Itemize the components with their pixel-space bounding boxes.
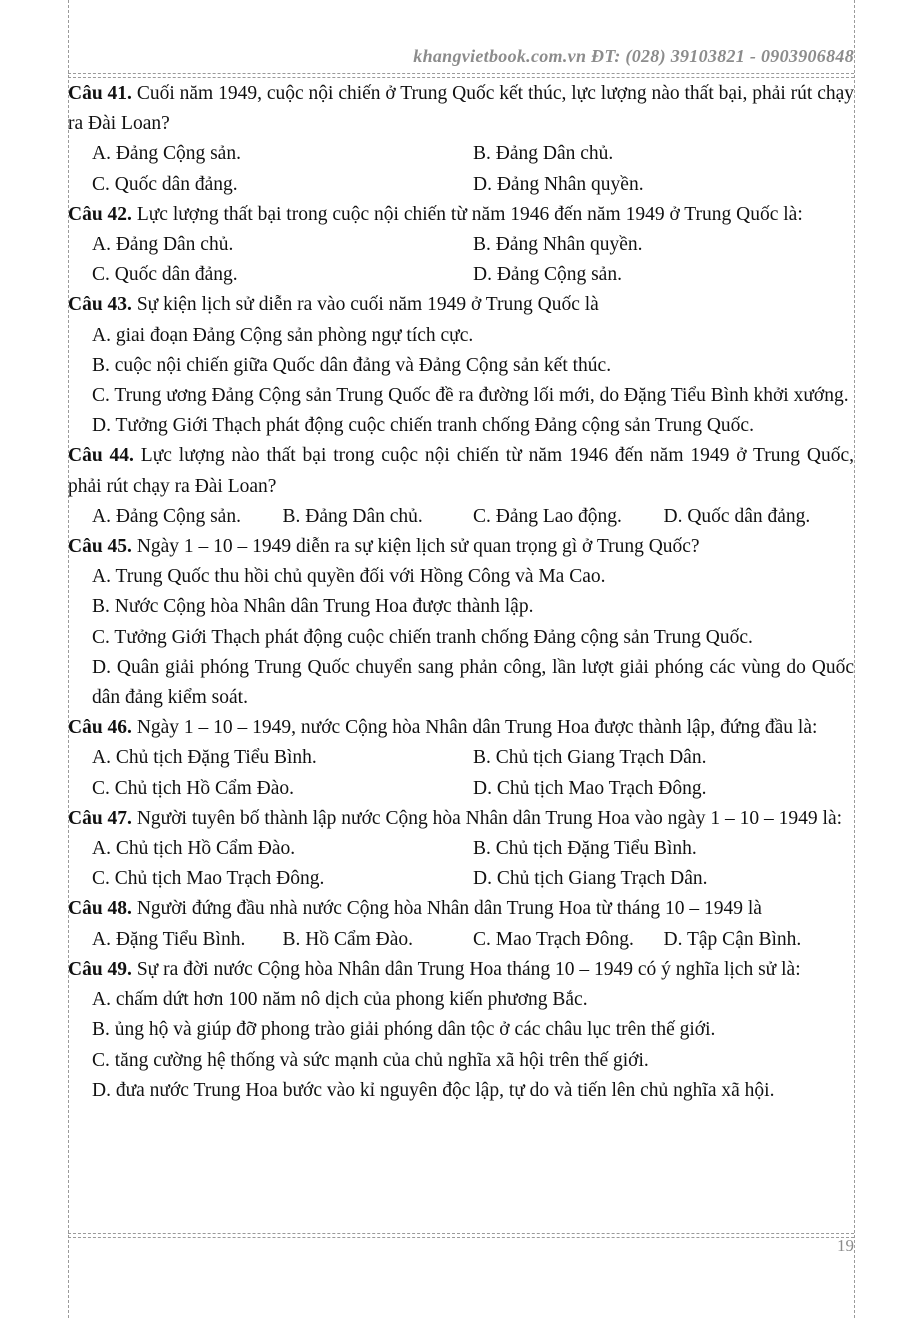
- option-c: C. Trung ương Đảng Cộng sản Trung Quốc đề ra đường lối mới, do Đặng Tiểu Bình khởi xướng.: [92, 385, 849, 407]
- option-a: A. Chủ tịch Đặng Tiểu Bình.: [92, 747, 317, 769]
- option-b: B. Nước Cộng hòa Nhân dân Trung Hoa được thành lập.: [92, 596, 534, 618]
- options-42: [68, 230, 854, 260]
- option-c: C. Tưởng Giới Thạch phát động cuộc chiến tranh chống Đảng cộng sản Trung Quốc.: [92, 626, 753, 648]
- options-48: [68, 925, 854, 955]
- option-b: B. Hồ Cẩm Đào.: [282, 928, 414, 950]
- option-a: A. chấm dứt hơn 100 năm nô dịch của phong kiến phương Bắc.: [92, 989, 588, 1011]
- question-text: Người đứng đầu nhà nước Cộng hòa Nhân dân Trung Hoa từ tháng 10 – 1949 là: [136, 898, 762, 920]
- question-label: Câu 41.: [68, 83, 132, 104]
- header-rule-inner: [68, 77, 854, 78]
- option-d: D. Tưởng Giới Thạch phát động cuộc chiến tranh chống Đảng cộng sản Trung Quốc.: [92, 415, 754, 437]
- option-d: D. Quân giải phóng Trung Quốc chuyển sang phản công, lần lượt giải phóng các vùng do Quốc dân đảng kiểm soát.: [92, 656, 854, 709]
- question-41: [68, 79, 854, 139]
- option-a: A. Trung Quốc thu hồi chủ quyền đối với Hồng Công và Ma Cao.: [92, 566, 606, 588]
- question-text: Ngày 1 – 10 – 1949, nước Cộng hòa Nhân dân Trung Hoa được thành lập, đứng đầu là:: [136, 717, 818, 739]
- option-b: B. Đảng Nhân quyền.: [473, 234, 643, 256]
- question-text: Lực lượng thất bại trong cuộc nội chiến từ năm 1946 đến năm 1949 ở Trung Quốc là:: [136, 203, 803, 225]
- option-c: C. Quốc dân đảng.: [92, 264, 238, 286]
- option-c: C. Chủ tịch Hồ Cẩm Đào.: [92, 777, 295, 799]
- question-46: [68, 713, 854, 743]
- question-text: Người tuyên bố thành lập nước Cộng hòa Nhân dân Trung Hoa vào ngày 1 – 10 – 1949 là:: [136, 807, 843, 829]
- options-46: [68, 743, 854, 773]
- question-label: Câu 48.: [68, 898, 132, 920]
- option-b: B. Chủ tịch Đặng Tiểu Bình.: [473, 838, 697, 860]
- question-label: Câu 47.: [68, 807, 132, 829]
- question-label: Câu 46.: [68, 717, 132, 739]
- question-text: Cuối năm 1949, cuộc nội chiến ở Trung Quốc kết thúc, lực lượng nào thất bại, phải rút chạy ra Đài Loan?: [68, 83, 855, 135]
- question-text: Sự kiện lịch sử diễn ra vào cuối năm 1949 ở Trung Quốc là: [136, 294, 599, 316]
- question-list: [68, 79, 854, 1106]
- page-header: khangvietbook.com.vn ĐT: (028) 39103821 - 0903906848: [413, 46, 854, 66]
- options-41: [68, 139, 854, 169]
- header-rule: [68, 73, 854, 74]
- question-49: [68, 955, 854, 985]
- option-d: D. Chủ tịch Mao Trạch Đông.: [473, 777, 707, 799]
- option-c: C. Đảng Lao động.: [473, 505, 622, 527]
- option-c: C. Mao Trạch Đông.: [473, 928, 634, 950]
- question-47: [68, 804, 854, 834]
- question-text: Ngày 1 – 10 – 1949 diễn ra sự kiện lịch sử quan trọng gì ở Trung Quốc?: [136, 536, 700, 558]
- option-a: A. Đảng Dân chủ.: [92, 234, 234, 256]
- option-b: B. Đảng Dân chủ.: [282, 505, 423, 527]
- question-48: [68, 894, 854, 924]
- option-b: B. cuộc nội chiến giữa Quốc dân đảng và Đảng Cộng sản kết thúc.: [92, 354, 612, 376]
- option-c: C. Quốc dân đảng.: [92, 173, 238, 195]
- question-44: [68, 441, 854, 501]
- options-42-row2: [68, 260, 854, 290]
- options-47: [68, 834, 854, 864]
- option-c: C. Chủ tịch Mao Trạch Đông.: [92, 868, 325, 890]
- options-47-row2: [68, 864, 854, 894]
- footer-rule: [68, 1233, 854, 1234]
- page-number: 19: [837, 1236, 854, 1255]
- question-43: [68, 290, 854, 320]
- option-d: D. Đảng Cộng sản.: [473, 264, 622, 286]
- question-label: Câu 43.: [68, 294, 132, 316]
- question-label: Câu 42.: [68, 203, 132, 225]
- question-label: Câu 44.: [68, 445, 134, 467]
- question-label: Câu 49.: [68, 958, 132, 980]
- options-41-row2: [68, 170, 854, 200]
- option-a: A. giai đoạn Đảng Cộng sản phòng ngự tích cực.: [92, 324, 474, 346]
- option-a: A. Đặng Tiểu Bình.: [92, 928, 246, 950]
- option-b: B. Chủ tịch Giang Trạch Dân.: [473, 747, 707, 769]
- option-b: B. Đảng Dân chủ.: [473, 143, 614, 165]
- option-d: D. Đảng Nhân quyền.: [473, 173, 644, 195]
- options-46-row2: [68, 774, 854, 804]
- option-b: B. ủng hộ và giúp đỡ phong trào giải phóng dân tộc ở các châu lục trên thế giới.: [92, 1019, 716, 1041]
- option-d: D. đưa nước Trung Hoa bước vào kỉ nguyên độc lập, tự do và tiến lên chủ nghĩa xã hội.: [92, 1079, 775, 1101]
- option-a: A. Chủ tịch Hồ Cẩm Đào.: [92, 838, 296, 860]
- question-text: Sự ra đời nước Cộng hòa Nhân dân Trung Hoa tháng 10 – 1949 có ý nghĩa lịch sử là:: [136, 958, 801, 980]
- question-45: [68, 532, 854, 562]
- question-label: Câu 45.: [68, 536, 132, 558]
- question-42: [68, 200, 854, 230]
- option-d: D. Quốc dân đảng.: [663, 505, 811, 527]
- option-c: C. tăng cường hệ thống và sức mạnh của chủ nghĩa xã hội trên thế giới.: [92, 1049, 649, 1071]
- option-a: A. Đảng Cộng sản.: [92, 505, 241, 527]
- option-d: D. Chủ tịch Giang Trạch Dân.: [473, 868, 708, 890]
- options-44: [68, 502, 854, 532]
- option-a: A. Đảng Cộng sản.: [92, 143, 241, 165]
- right-margin-line: [854, 0, 855, 1318]
- question-text: Lực lượng nào thất bại trong cuộc nội chiến từ năm 1946 đến năm 1949 ở Trung Quốc, phải rút chạy ra Đài Loan?: [68, 445, 854, 497]
- option-d: D. Tập Cận Bình.: [663, 928, 802, 950]
